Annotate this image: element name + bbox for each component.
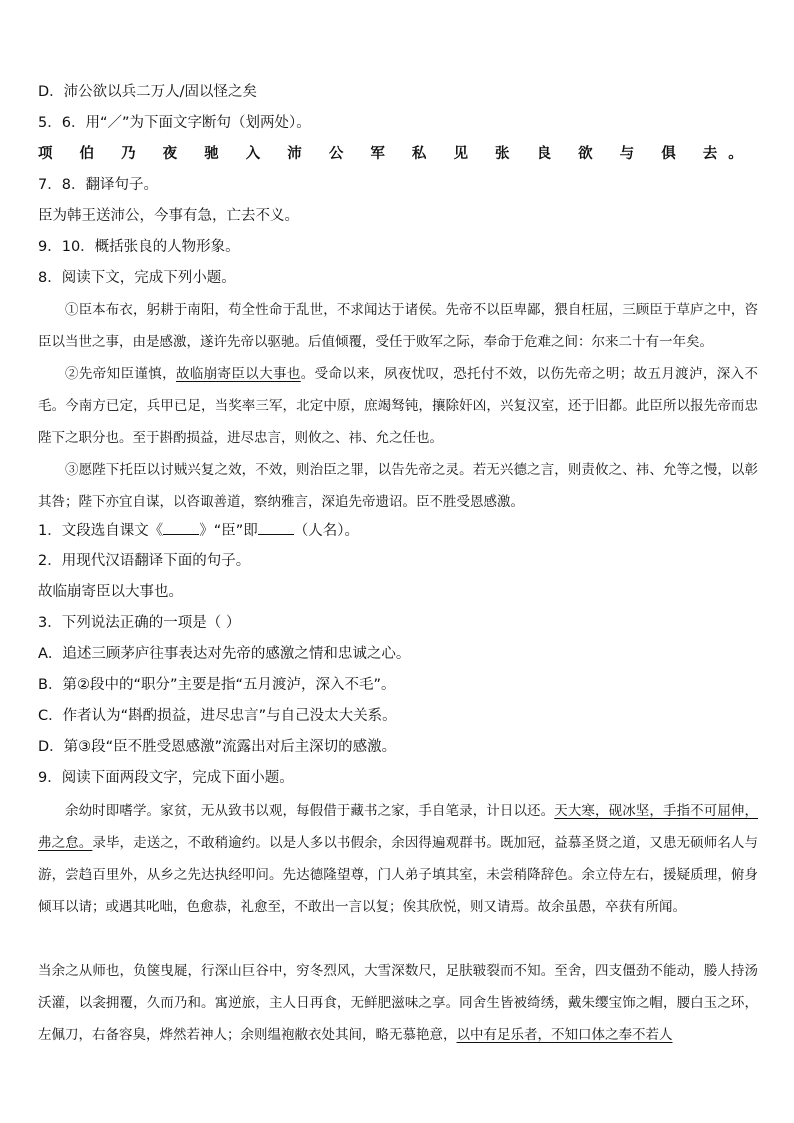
paragraph-9-1-underlined-sentence: 天大寒，砚冰坚，手指不可屈伸，弗之怠。 [38, 803, 758, 851]
question-3-option-b: B．第②段中的“职分”主要是指“五月渡泸，深入不毛”。 [38, 677, 396, 693]
question-5-6-title: 5．6．用“／”为下面文字断句（划两处）。 [38, 115, 311, 131]
section-8-paragraph-3: ③愿陛下托臣以讨贼兴复之效，不效，则治臣之罪，以告先帝之灵。若无兴德之言，则责攸之、祎、允等之慢，以彰其咎；陛下亦宜自谋，以咨诹善道，察纳雅言，深追先帝遗诏。臣不胜受恩感激。 [38, 462, 758, 510]
question-3-option-c: C．作者认为“斟酌损益，进尽忠言”与自己没太大关系。 [38, 708, 397, 724]
section-9-paragraph-2 [38, 955, 758, 1051]
question-1-part-c: （人名）。 [293, 523, 360, 539]
option-d: D．沛公欲以兵二万人/固以怪之矣 [38, 84, 258, 100]
paragraph-2-part-b: 。受命以来，夙夜忧叹，恐托付不效，以伤先帝之明；故五月渡泸，深入不毛。今南方已定，兵甲已足，当奖率三军，北定中原，庶竭驽钝，攘除奸凶，兴复汉室，还于旧都。此臣所以报先帝而忠陛下之职分也。至于斟酌损益，进尽忠言，则攸之、祎、允之任也。 [38, 366, 758, 446]
section-8-paragraph-2 [38, 358, 758, 454]
question-7-8-title: 7．8．翻译句子。 [38, 177, 158, 193]
section-8-title: 8．阅读下文，完成下列小题。 [38, 270, 236, 286]
section-8-question-2-text: 故临崩寄臣以大事也。 [38, 584, 183, 600]
paragraph-2-underlined-sentence: 故临崩寄臣以大事也 [175, 366, 301, 382]
section-8-question-1 [38, 520, 758, 541]
answer-blank[interactable] [163, 520, 199, 535]
question-3-option-d: D．第③段“臣不胜受恩感激”流露出对后主深切的感激。 [38, 739, 397, 755]
paragraph-9-1-part-b: 录毕，走送之，不敢稍逾约。以是人多以书假余，余因得遍观群书。既加冠，益慕圣贤之道，又患无硕师名人与游，尝趋百里外，从乡之先达执经叩问。先达德隆望尊，门人弟子填其室，未尝稍降辞色。余立侍左右，援疑质理，俯身倾耳以请；或遇其叱咄，色愈恭，礼愈至，不敢出一言以复；俟其欣悦，则又请焉。故余虽愚，卒获有所闻。 [38, 835, 758, 915]
paragraph-9-2-part-a: 当余之从师也，负箧曳屣，行深山巨谷中，穷冬烈风，大雪深数尺，足肤皲裂而不知。至舍，四支僵劲不能动，媵人持汤沃灌，以衾拥覆，久而乃和。寓逆旅，主人日再食，无鲜肥滋味之享。同舍生皆被绮绣，戴朱缨宝饰之帽，腰白玉之环，左佩刀，右备容臭，烨然若神人；余则缊袍敝衣处其间，略无慕艳意， [38, 963, 758, 1043]
paragraph-9-1-part-a: 余幼时即嗜学。家贫，无从致书以观，每假借于藏书之家，手自笔录，计日以还。 [65, 803, 555, 819]
question-1-part-a: 1．文段选自课文《 [38, 523, 164, 539]
question-9-10-title: 9．10．概括张良的人物形象。 [38, 239, 240, 255]
answer-blank[interactable] [258, 520, 294, 535]
paragraph-9-2-underlined-sentence: 以中有足乐者，不知口体之奉不若人 [456, 1027, 673, 1043]
section-8-question-3: 3．下列说法正确的一项是（ ） [38, 615, 241, 631]
question-5-6-text: 项 伯 乃 夜 驰 入 沛 公 军 私 见 张 良 欲 与 俱 去。 [38, 146, 754, 162]
paragraph-2-part-a: ②先帝知臣谨慎， [65, 366, 176, 382]
section-9-paragraph-1 [38, 795, 758, 955]
section-8-paragraph-1: ①臣本布衣，躬耕于南阳，苟全性命于乱世，不求闻达于诸侯。先帝不以臣卑鄙，猥自枉屈，三顾臣于草庐之中，咨臣以当世之事，由是感激，遂许先帝以驱驰。后值倾覆，受任于败军之际，奉命于危难之间：尔来二十有一年矣。 [38, 302, 758, 350]
question-7-8-text: 臣为韩王送沛公，今事有急，亡去不义。 [38, 208, 299, 224]
section-9-title: 9．阅读下面两段文字，完成下面小题。 [38, 770, 294, 786]
question-3-option-a: A．追述三顾茅庐往事表达对先帝的感激之情和忠诚之心。 [38, 646, 411, 662]
section-8-question-2: 2．用现代汉语翻译下面的句子。 [38, 553, 251, 569]
question-1-part-b: 》“臣”即 [199, 523, 258, 539]
